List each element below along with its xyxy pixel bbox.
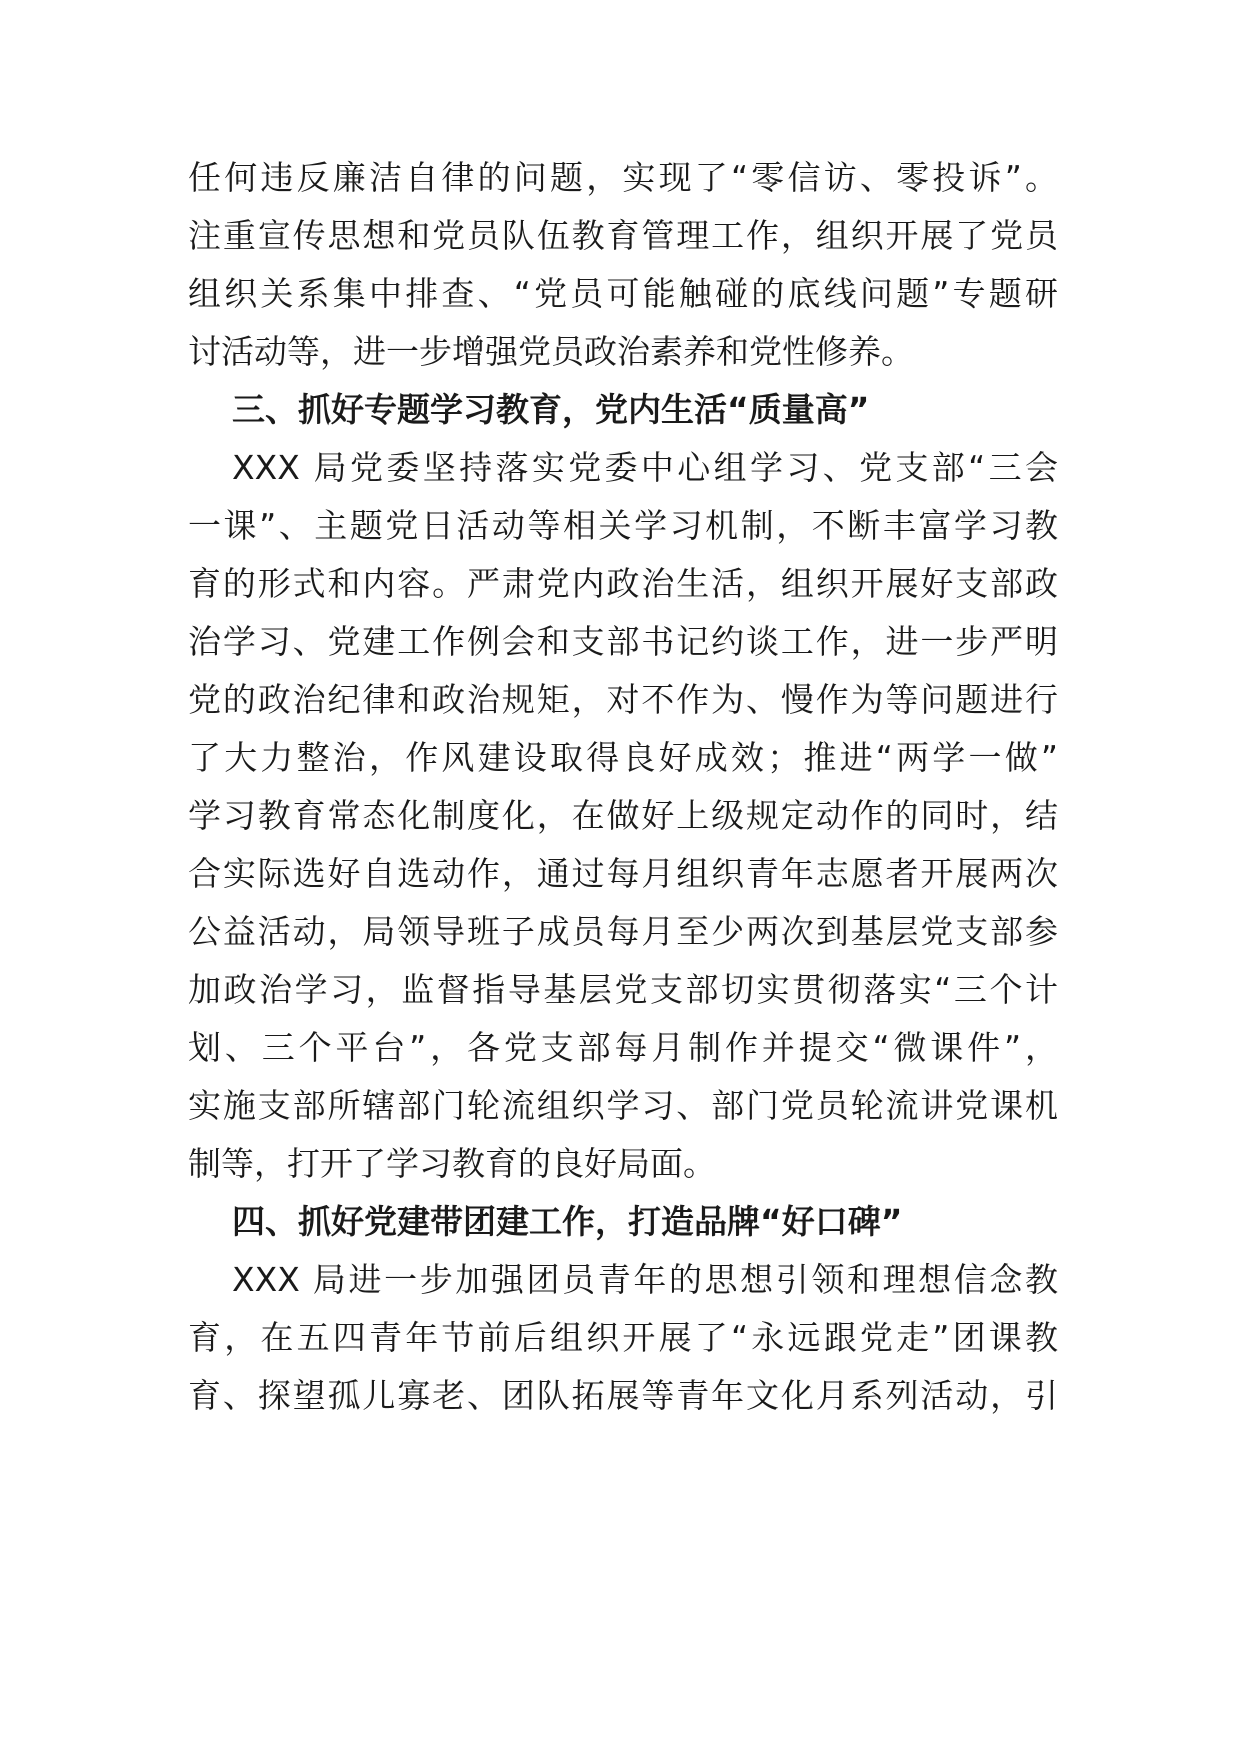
text-line: 育、探望孤儿寡老、团队拓展等青年文化月系列活动，引 xyxy=(188,1376,1058,1415)
text-line: 学习教育常态化制度化，在做好上级规定动作的同时，结 xyxy=(188,796,1058,835)
text-line: 制等，打开了学习教育的良好局面。 xyxy=(188,1144,716,1183)
text-line: 育的形式和内容。严肃党内政治生活，组织开展好支部政 xyxy=(188,564,1058,603)
text-line: 组织关系集中排查、“党员可能触碰的底线问题”专题研 xyxy=(188,274,1058,313)
text-line: 治学习、党建工作例会和支部书记约谈工作，进一步严明 xyxy=(188,622,1058,661)
paragraph-start-line: XXX 局党委坚持落实党委中心组学习、党支部“三会 xyxy=(232,448,1058,487)
text-line: 一课”、主题党日活动等相关学习机制，不断丰富学习教 xyxy=(188,506,1058,545)
text-line: 公益活动，局领导班子成员每月至少两次到基层党支部参 xyxy=(188,912,1058,951)
text-line: 讨活动等，进一步增强党员政治素养和党性修养。 xyxy=(188,332,914,371)
section-heading-3: 三、抓好专题学习教育，党内生活“质量高” xyxy=(232,390,870,429)
text-line: 注重宣传思想和党员队伍教育管理工作，组织开展了党员 xyxy=(188,216,1058,255)
text-line: 加政治学习，监督指导基层党支部切实贯彻落实“三个计 xyxy=(188,970,1058,1009)
text-line: 实施支部所辖部门轮流组织学习、部门党员轮流讲党课机 xyxy=(188,1086,1058,1125)
section-heading-4: 四、抓好党建带团建工作，打造品牌“好口碑” xyxy=(232,1202,903,1241)
text-line: 任何违反廉洁自律的问题，实现了“零信访、零投诉”。 xyxy=(188,158,1058,197)
text-line: 育，在五四青年节前后组织开展了“永远跟党走”团课教 xyxy=(188,1318,1058,1357)
paragraph-start-line: XXX 局进一步加强团员青年的思想引领和理想信念教 xyxy=(232,1260,1058,1299)
text-line: 了大力整治，作风建设取得良好成效；推进“两学一做” xyxy=(188,738,1058,777)
text-line: 划、三个平台”，各党支部每月制作并提交“微课件”， xyxy=(188,1028,1058,1067)
text-line: 合实际选好自选动作，通过每月组织青年志愿者开展两次 xyxy=(188,854,1058,893)
text-line: 党的政治纪律和政治规矩，对不作为、慢作为等问题进行 xyxy=(188,680,1058,719)
